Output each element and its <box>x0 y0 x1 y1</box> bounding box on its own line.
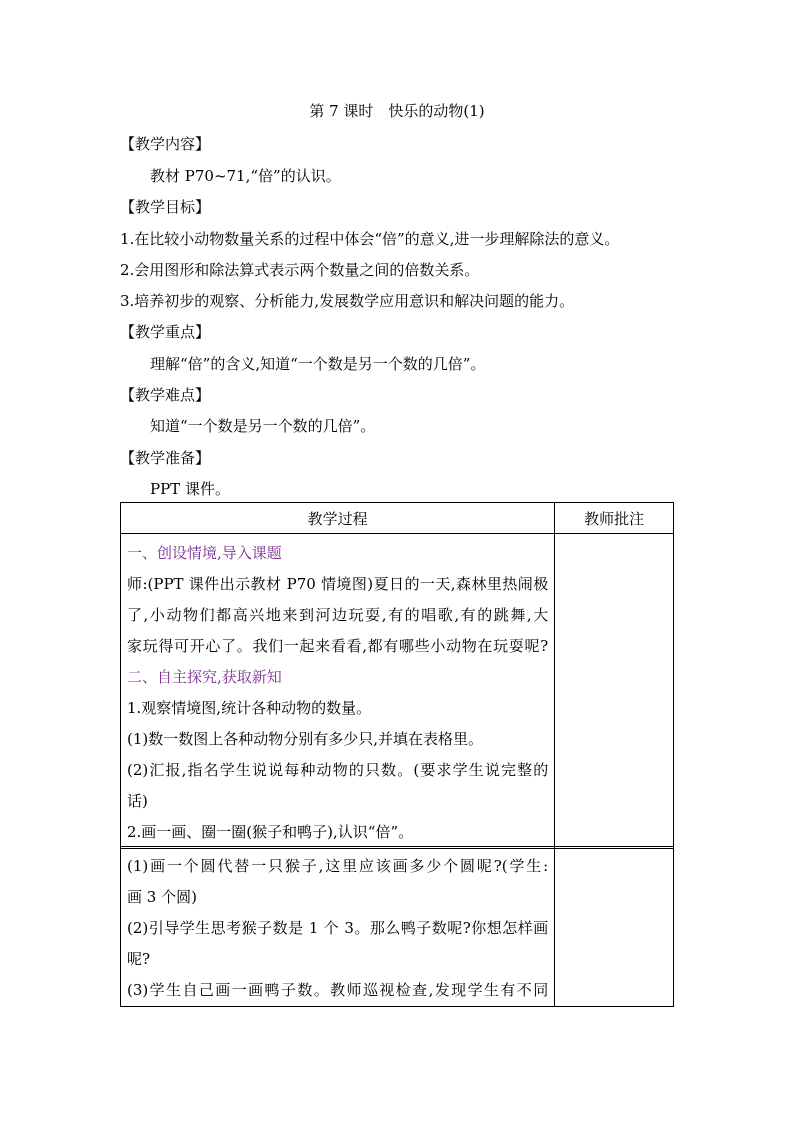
process-line: (1)数一数图上各种动物分别有多少只,并填在表格里。 <box>127 730 484 748</box>
lesson-title: 第 7 课时 快乐的动物(1) <box>309 102 485 120</box>
subheading: 二、自主探究,获取新知 <box>127 668 282 686</box>
difficulty-text: 知道“一个数是另一个数的几倍”。 <box>150 417 376 435</box>
goals-heading: 【教学目标】 <box>120 198 211 216</box>
process-line: (2)汇报,指名学生说说每种动物的只数。(要求学生说完整的 <box>127 761 549 779</box>
content-heading: 【教学内容】 <box>120 135 211 153</box>
process-line: 话) <box>127 792 148 810</box>
process-cell <box>121 534 555 849</box>
process-line: 了,小动物们都高兴地来到河边玩耍,有的唱歌,有的跳舞,大 <box>127 606 549 624</box>
process-table-continued <box>120 846 674 1007</box>
key-text: 理解“倍”的含义,知道“一个数是另一个数的几倍”。 <box>150 355 486 373</box>
process-line: 2.画一画、圈一圈(猴子和鸭子),认识“倍”。 <box>127 823 414 841</box>
notes-cell <box>555 847 674 1007</box>
process-line: 1.观察情境图,统计各种动物的数量。 <box>127 699 372 717</box>
difficulty-heading: 【教学难点】 <box>120 386 211 404</box>
process-line: (3)学生自己画一画鸭子数。教师巡视检查,发现学生有不同 <box>127 981 549 999</box>
goal-item: 3.培养初步的观察、分析能力,发展数学应用意识和解决问题的能力。 <box>120 292 575 310</box>
process-line: (2)引导学生思考猴子数是 1 个 3。那么鸭子数呢?你想怎样画 <box>127 919 549 937</box>
col-header-process: 教学过程 <box>121 503 555 534</box>
key-heading: 【教学重点】 <box>120 323 211 341</box>
process-line: 呢? <box>127 950 151 968</box>
goal-item: 2.会用图形和除法算式表示两个数量之间的倍数关系。 <box>120 261 480 279</box>
notes-cell <box>555 534 674 849</box>
prep-text: PPT 课件。 <box>150 480 230 498</box>
process-cell <box>121 847 555 1007</box>
prep-heading: 【教学准备】 <box>120 449 211 467</box>
process-table <box>120 502 674 849</box>
process-line: 师:(PPT 课件出示教材 P70 情境图)夏日的一天,森林里热闹极 <box>127 575 549 593</box>
content-text: 教材 P70~71,“倍”的认识。 <box>150 167 341 185</box>
col-header-notes: 教师批注 <box>555 503 674 534</box>
process-line: 画 3 个圆) <box>127 888 197 906</box>
goal-item: 1.在比较小动物数量关系的过程中体会“倍”的意义,进一步理解除法的意义。 <box>120 230 620 248</box>
subheading: 一、创设情境,导入课题 <box>127 544 282 562</box>
process-line: 家玩得可开心了。我们一起来看看,都有哪些小动物在玩耍呢? <box>127 637 549 655</box>
process-line: (1)画一个圆代替一只猴子,这里应该画多少个圆呢?(学生: <box>127 857 549 875</box>
